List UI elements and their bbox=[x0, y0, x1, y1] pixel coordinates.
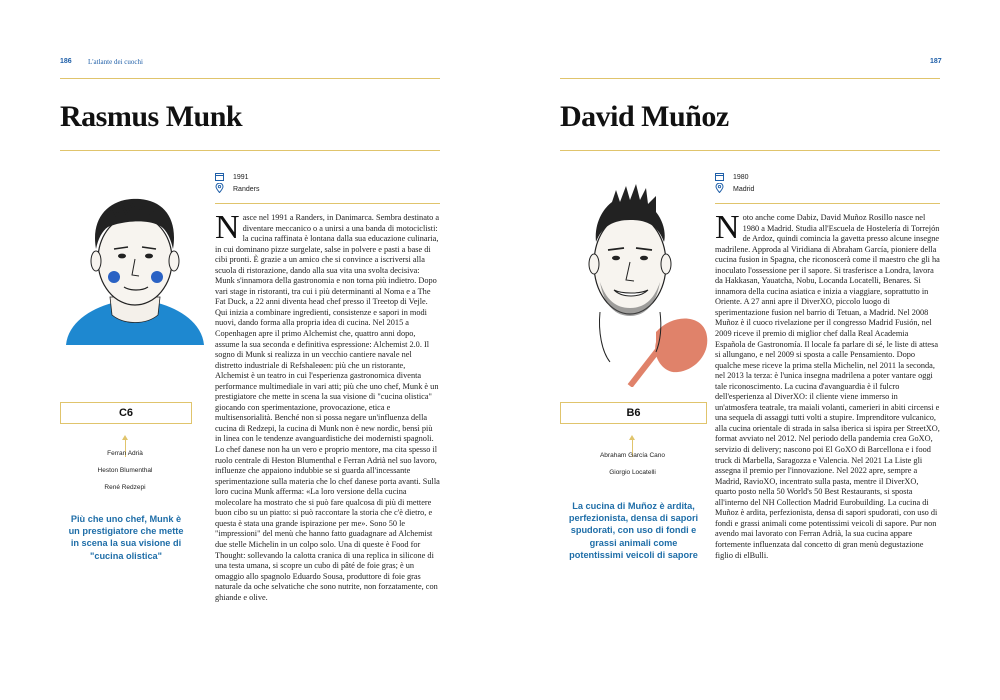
drop-cap-left: N bbox=[215, 209, 240, 246]
location-pin-icon bbox=[215, 183, 225, 195]
influence-item: Giorgio Locatelli bbox=[609, 469, 656, 476]
bio-text-right bbox=[715, 209, 940, 561]
name-rule-left bbox=[60, 150, 440, 151]
calendar-icon bbox=[215, 172, 225, 183]
name-rule-right bbox=[560, 150, 940, 151]
page-number-right: 187 bbox=[930, 58, 942, 65]
influence-item: Abraham García Cano bbox=[599, 452, 666, 459]
bio-body-right: oto anche come Dabiz, David Muñoz Rosillo nasce nel 1980 a Madrid. Studia all'Escuela de Hostelería di Torrejón de Ardoz, quindi comincia la gavetta presso alcune insegne madrilene. Approda al Viridiana di Abraham García, pioniere della cucina fusion in Spagna, che riconoscerà come il maestro che gli ha inoculato l'ossessione per il sapore. Si trasferisce a Londra, lavora da Hakkasan, Yauatcha, Nobu, Locanda Locatelli, Benares. Si innamora della cucina asiatica e inizia a viaggiare, soprattutto in Oriente. A 27 anni apre il DiverXO, piccolo luogo di sperimentazione fusion nel barrio di Tetuan, a Madrid. Nel 2008 Muñoz è il cuoco rivelazione per il congresso Madrid Fusión, nel 2009 riceve il premio di miglior chef dalla Real Academia Española de Gastronomía. Il locale fa parlare di sé, le liste di attesa si allungano, e nel 2009 si sposta a calle Pensamiento. Dopo qualche mese riceve la prima stella Michelin, nel 2011 la seconda, nel 2013 la terza: è l'unica insegna madrilena a poter vantare oggi tale riconoscimento. La cucina d'avanguardia è il fulcro dell'esperienza al DiverXO: il cliente viene immerso in un'atmosfera teatrale, tra maiali volanti, camerieri in abiti circensi e una sequela di assaggi tutti volti a stupire. Imprenditore vulcanico, alla cucina orientale di strada in salsa iberica si ispira per StreetXO, format avviato nel 2012. Nel periodo della pandemia crea GoXO, servizio di delivery; nascono poi El GoXO di Barcellona e i food truck di Marbella, Saragozza e Valencia. Nel 2021 La Liste gli assegna il premio per l'innovazione. Nel 2022 apre, sempre a Madrid, RavioXO, incentrato sulla pasta, mentre il DiverXO, quarto posto nella 50 World's 50 Best Restaurants, si sposta all'interno del NH Collection Madrid Eurobuilding. La cucina di Muñoz è ardita, perfezionista, densa di sapori spudorati, con uso di fondi e grassi animali come potentissimi veicoli di sapore. Pur non avendo mai lavorato con Ferran Adrià, la sua cucina appare fortemente influenzata dal concetto di gran menù degustazione figlio di elBulli. bbox=[715, 213, 940, 560]
bio-body-left: asce nel 1991 a Randers, in Danimarca. Sembra destinato a diventare meccanico o a unirsi a una banda di motociclisti: la cucina raffinata è lontana dalla sua educazione culinaria, in cui dominano pizze surgelate, salse in polvere e pasti a base di cibi pronti. È grazie a un amico che si convince a iscriversi alla scuola di ristorazione, dando alla sua vita una svolta decisiva: Munk s'innamora della gastronomia e non torna più indietro. Dopo vari stage in ristoranti, tra cui i più determinanti al Noma e a The Fat Duck, a 22 anni diventa head chef presso il Treetop di Vejle. Qui inizia a combinare ingredienti, consistenze e sapori in modi nuovi, dando forma alla propria idea di cucina. Nel 2015 a Copenhagen apre il primo Alchemist che, quattro anni dopo, assume la sua seconda e definitiva espressione: Alchemist 2.0. Il sogno di Munk si realizza in un vecchio cantiere navale nel distretto industriale di Refshaleøen: più che un ristorante, Alchemist è un teatro in cui l'esperienza gastronomica diventa performance multimediale in vari atti; più che uno chef, Munk è un prestigiatore che mette in scena la sua visione di "cucina olistica" giocando con sperimentazione, provocazione, etica e multisensorialità. Benché non si possa negare un'influenza della cucina di Redzepi, la cucina di Munk non è new nordic, bensì più in linea con le tendenze avanguardistiche dei modernisti spagnoli. Lo chef danese non ha un vero e proprio mentore, ma cita spesso il ruolo centrale di Heston Blumenthal e Ferran Adrià nel suo lavoro, influenze che appaiono indubbie se si guarda all'incessante sperimentazione sulla materia che lo chef danese porta avanti. Sulla loro cucina Munk afferma: «La loro versione della cucina molecolare ha mostrato che si può fare qualcosa di più di mettere buon cibo su un piatto: si può raccontare la storia che c'è dietro, e questa è stata una grande ispirazione per me». Sono 50 le "impressioni" del menù che hanno fatto guadagnare ad Alchemist due stelle Michelin in un colpo solo. Una di queste è Food for Thought: sollevando la calotta cranica di una replica in silicone di una testa umana, si scopre un cubo di pâté de foie gras; è un omaggio allo spagnolo Eduardo Sousa, produttore di foie gras naturale da oche selvatiche che sono nutrite, non forzatamente, con ghiande e olive. bbox=[215, 213, 440, 602]
top-rule-left bbox=[60, 78, 440, 79]
meta-rule-right bbox=[715, 203, 940, 204]
meta-rule-left bbox=[215, 203, 440, 204]
pull-quote-left: Più che uno chef, Munk è un prestigiatore che mette in scena la sua visione di "cucina olistica" bbox=[68, 514, 184, 561]
chef-meta-left bbox=[215, 171, 259, 195]
influences-right bbox=[560, 447, 705, 481]
drop-cap-right: N bbox=[715, 209, 740, 246]
pull-quote-right: La cucina di Muñoz è ardita, perfezionista, densa di sapori spudorati, con uso di fondi e grassi animali come potentissimi veicoli di sapore bbox=[568, 501, 699, 560]
calendar-icon bbox=[715, 172, 725, 183]
page-number-left: 186 bbox=[60, 58, 72, 65]
influences-left bbox=[60, 445, 190, 496]
birth-year-left: 1991 bbox=[233, 173, 249, 181]
birth-year-right: 1980 bbox=[733, 173, 749, 181]
influence-item: Ferran Adrià bbox=[107, 450, 143, 457]
birth-place-left: Randers bbox=[233, 185, 260, 193]
bio-text-left bbox=[215, 209, 440, 603]
birth-place-right: Madrid bbox=[733, 185, 755, 193]
chef-name-right: David Muñoz bbox=[560, 100, 729, 133]
code-badge-left: C6 bbox=[60, 402, 192, 424]
location-pin-icon bbox=[715, 183, 725, 195]
chef-portrait-right bbox=[560, 182, 710, 392]
chef-name-left: Rasmus Munk bbox=[60, 100, 243, 133]
right-page bbox=[500, 0, 1000, 700]
influence-item: René Redzepi bbox=[104, 484, 146, 491]
chef-meta-right bbox=[715, 171, 754, 195]
running-head: L'atlante dei cuochi bbox=[88, 58, 143, 66]
code-badge-right: B6 bbox=[560, 402, 707, 424]
influence-item: Heston Blumenthal bbox=[97, 467, 153, 474]
top-rule-right bbox=[560, 78, 940, 79]
chef-portrait-left bbox=[60, 185, 210, 350]
